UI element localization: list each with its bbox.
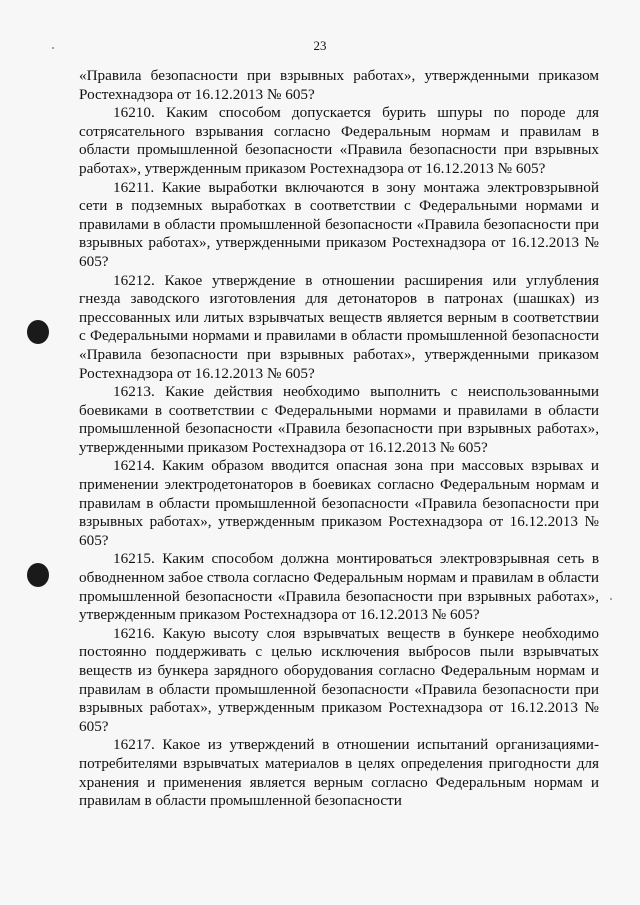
paragraph-continuation: «Правила безопасности при взрывных работах», утвержденными приказом Ростехнадзора от 16.12.2013 № 605? (79, 67, 599, 103)
question-16212: 16212. Какое утверждение в отношении расширения или углубления гнезда заводского изготовления для детонаторов в патронах (шашках) из прессованных или литых взрывчатых веществ является верным в соответствии с Федеральными нормами и правилами в области промышленной безопасности «Правила безопасности при взрывных работах», утвержденными приказом Ростехнадзора от 16.12.2013 № 605? (79, 271, 599, 382)
document-body (79, 67, 599, 811)
question-16211: 16211. Какие выработки включаются в зону монтажа электровзрывной сети в подземных выработках в соответствии с Федеральными нормами и правилами в области промышленной безопасности «Правила безопасности при взрывных работах», утвержденными приказом Ростехнадзора от 16.12.2013 № 605? (79, 178, 599, 270)
question-16214: 16214. Каким образом вводится опасная зона при массовых взрывах и применении электродетонаторов в боевиках согласно Федеральным нормам и правилам в области промышленной безопасности «Правила безопасности при взрывных работах», утвержденным приказом Ростехнадзора от 16.12.2013 № 605? (79, 457, 599, 549)
page-number: 23 (313, 38, 327, 53)
question-16210: 16210. Каким способом допускается бурить шпуры по породе для сотрясательного взрывания согласно Федеральным нормам и правилам в области промышленной безопасности «Правила безопасности при взрывных работах», утвержденным приказом Ростехнадзора от 16.12.2013 № 605? (79, 104, 599, 177)
question-16215: 16215. Каким способом должна монтироваться электровзрывная сеть в обводненном забое ствола согласно Федеральным нормам и правилам в области промышленной безопасности «Правила безопасности при взрывных работах», утвержденным приказом Ростехнадзора от 16.12.2013 № 605? (79, 550, 599, 624)
question-16216: 16216. Какую высоту слоя взрывчатых веществ в бункере необходимо постоянно поддерживать с целью исключения выбросов пыли взрывчатых веществ из бункера зарядного оборудования согласно Федеральным нормам и правилам в области промышленной безопасности «Правила безопасности при взрывных работах», утвержденным приказом Ростехнадзора от 16.12.2013 № 605? (79, 624, 599, 735)
question-16217: 16217. Какое из утверждений в отношении испытаний организациями-потребителями взрывчатых материалов в целях определения пригодности для хранения и применения является верным согласно Федеральным нормам и правилам в области промышленной безопасности (79, 736, 599, 810)
punch-hole-top (27, 320, 49, 344)
scan-speck (610, 598, 612, 600)
punch-hole-bottom (27, 563, 49, 587)
question-16213: 16213. Какие действия необходимо выполнить с неиспользованными боевиками в соответствии с Федеральными нормами и правилами в области промышленной безопасности «Правила безопасности при взрывных работах», утвержденными приказом Ростехнадзора от 16.12.2013 № 605? (79, 383, 599, 456)
scan-speck (52, 47, 54, 49)
